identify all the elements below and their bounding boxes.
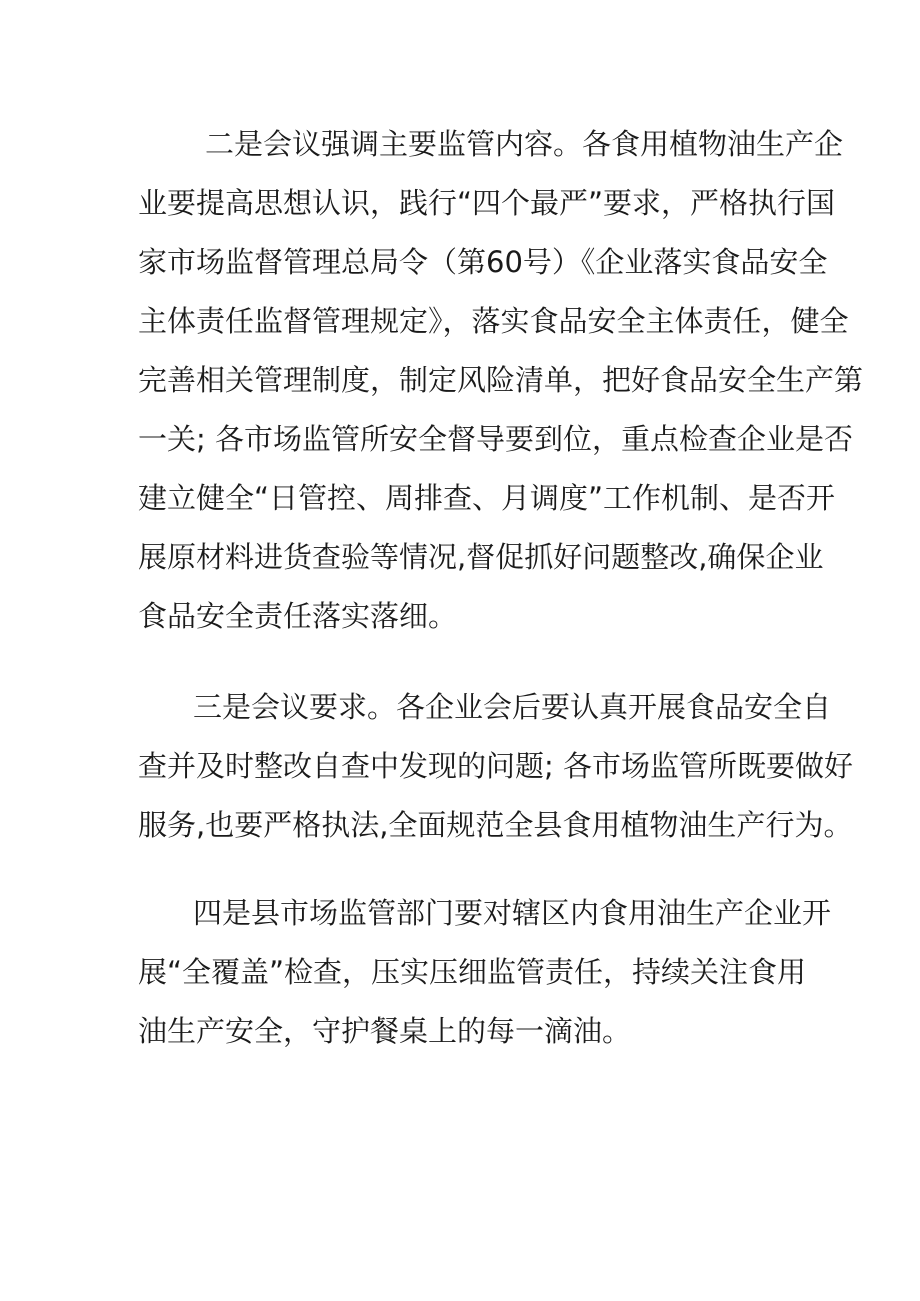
paragraph-1-line-7: 建立健全“日管控、周排查、月调度”工作机制、是否开	[138, 481, 836, 515]
paragraph-2-line-2: 查并及时整改自查中发现的问题; 各市场监管所既要做好	[138, 749, 853, 783]
paragraph-3-line-3: 油生产安全，守护餐桌上的每一滴油。	[138, 1014, 632, 1048]
paragraph-1-line-9: 食品安全责任落实落细。	[138, 599, 458, 633]
paragraph-1-line-1: 二是会议强调主要监管内容。各食用植物油生产企	[205, 127, 844, 161]
paragraph-1-line-4: 主体责任监督管理规定》，落实食品安全主体责任，健全	[138, 304, 849, 338]
paragraph-2-line-1: 三是会议要求。各企业会后要认真开展食品安全自	[193, 690, 832, 724]
paragraph-3-line-1: 四是县市场监管部门要对辖区内食用油生产企业开	[193, 896, 832, 930]
paragraph-3-line-2: 展“全覆盖”检查，压实压细监管责任，持续关注食用	[138, 955, 807, 989]
paragraph-1-line-8: 展原材料进货查验等情况,督促抓好问题整改,确保企业	[138, 540, 824, 574]
paragraph-1-line-3: 家市场监督管理总局令（第60号）《企业落实食品安全	[138, 245, 828, 279]
paragraph-2-line-3: 服务,也要严格执法,全面规范全县食用植物油生产行为。	[138, 808, 853, 842]
paragraph-1-line-2: 业要提高思想认识，践行“四个最严”要求，严格执行国	[138, 186, 836, 220]
paragraph-1-line-6: 一关; 各市场监管所安全督导要到位，重点检查企业是否	[138, 422, 853, 456]
paragraph-1-line-5: 完善相关管理制度，制定风险清单，把好食品安全生产第	[138, 363, 864, 397]
